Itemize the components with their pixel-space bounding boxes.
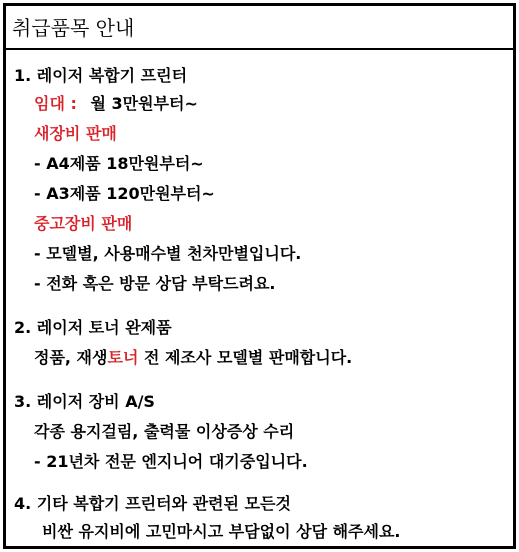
- toner-desc-b: 전 제조사 모델별 판매합니다.: [138, 348, 353, 367]
- rental-line: [34, 94, 198, 114]
- used-note-1: - 모델별, 사용매수별 천차만별입니다.: [34, 244, 302, 263]
- new-a3-price: - A3제품 120만원부터~: [34, 184, 215, 203]
- section-3-heading: 3. 레이저 장비 A/S: [14, 392, 155, 411]
- used-equipment-label: 중고장비 판매: [34, 214, 133, 233]
- new-a4-price: - A4제품 18만원부터~: [34, 154, 204, 173]
- section-1-heading: 1. 레이저 복합기 프린터: [14, 66, 188, 85]
- other-line-1: 비싼 유지비에 고민마시고 부담없이 상담 해주세요.: [42, 522, 401, 541]
- section-4-heading: 4. 기타 복합기 프린터와 관련된 모든것: [14, 494, 291, 513]
- title-divider: [6, 48, 513, 50]
- rental-value: 월 3만원부터~: [90, 94, 198, 113]
- used-note-2: - 전화 혹은 방문 상담 부탁드려요.: [34, 274, 276, 293]
- new-equipment-label: 새장비 판매: [34, 124, 117, 143]
- toner-highlight: 토너: [107, 348, 139, 367]
- rental-label: 임대 :: [34, 94, 77, 113]
- info-panel: [3, 3, 516, 549]
- toner-desc-a: 정품, 재생: [34, 348, 108, 367]
- toner-description: [34, 348, 352, 368]
- section-2-heading: 2. 레이저 토너 완제품: [14, 318, 172, 337]
- page-title: 취급품목 안내: [12, 16, 135, 40]
- as-line-1: 각종 용지걸림, 출력물 이상증상 수리: [34, 422, 295, 441]
- as-line-2: - 21년차 전문 엔지니어 대기중입니다.: [34, 452, 308, 471]
